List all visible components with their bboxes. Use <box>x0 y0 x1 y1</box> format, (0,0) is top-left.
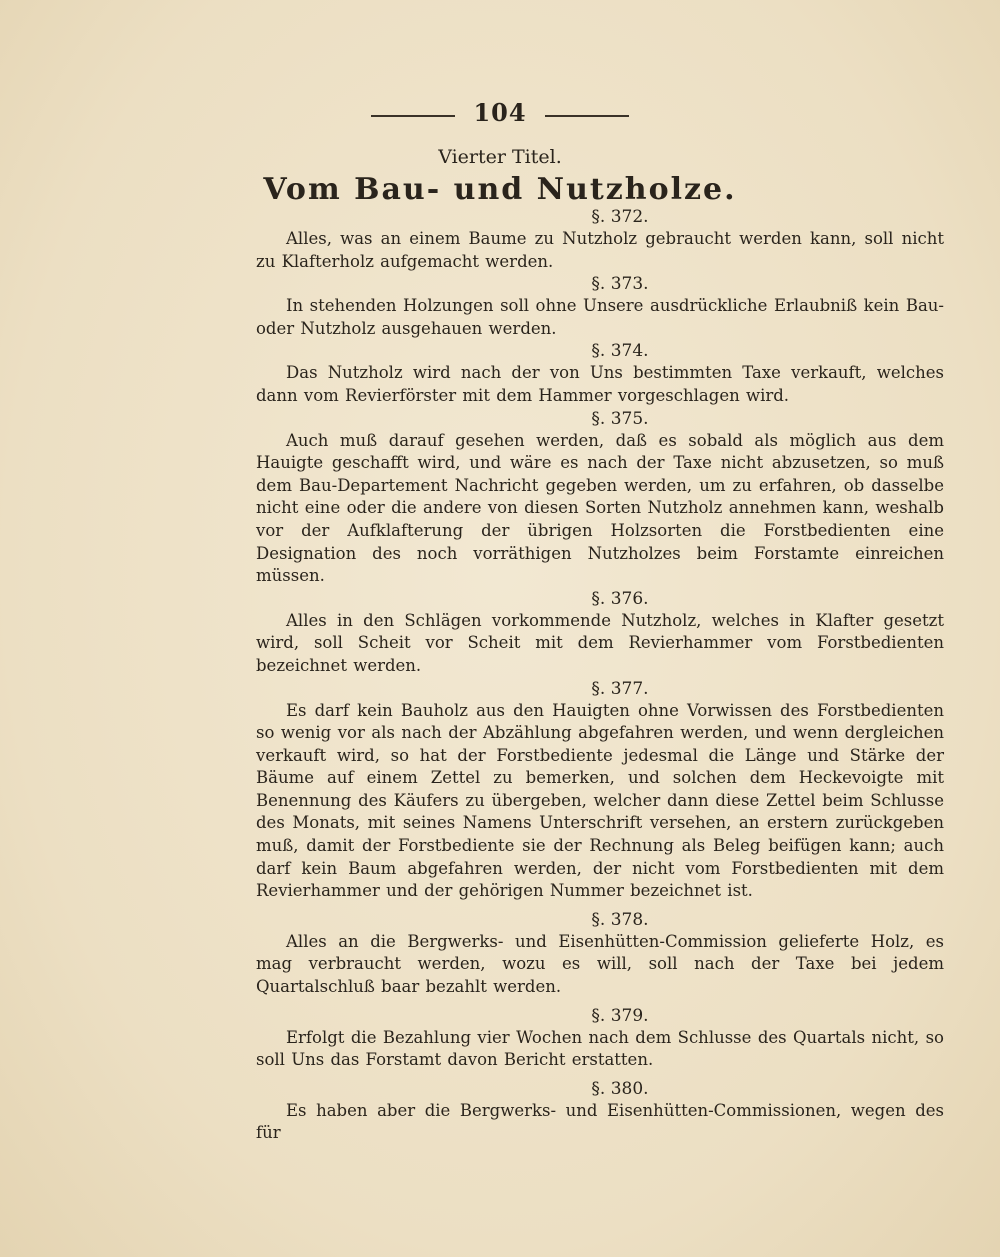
section-heading: §. 377. <box>591 678 649 699</box>
section <box>256 273 944 340</box>
section-paragraph: In stehenden Holzungen soll ohne Unsere ausdrückliche Erlaubniß kein Bau- oder Nutzholz ausgehauen werden. <box>256 296 944 338</box>
section-heading: §. 376. <box>591 588 649 609</box>
section-paragraph: Alles in den Schlägen vorkommende Nutzholz, welches in Klafter gesetzt wird, soll Scheit vor Scheit mit dem Revierhammer vom Forstbedienten bezeichnet werden. <box>256 610 944 675</box>
section <box>256 909 944 999</box>
section-paragraph: Es darf kein Bauholz aus den Hauigten ohne Vorwissen des Forstbedienten so wenig vor als nach der Abzählung abgefahren werden, und wenn dergleichen verkauft wird, so hat der Forstbediente jedesmal die Länge und Stärke der Bäume auf einem Zettel zu bemerken, und solchen dem Heckevoigte mit Benennung des Käufers zu übergeben, welcher dann diese Zettel beim Schlusse des Monats, mit seines Namens Unterschrift versehen, an erstern zurückgeben muß, damit der Forstbediente sie der Rechnung als Beleg beifügen kann; auch darf kein Baum abgefahren werden, der nicht vom Forstbedienten mit dem Revierhammer und der gehörigen Nummer bezeichnet ist. <box>256 700 944 901</box>
chapter-subtitle: Vierter Titel. <box>438 146 562 168</box>
section <box>256 340 944 407</box>
section <box>256 1005 944 1072</box>
section-paragraph: Es haben aber die Bergwerks- und Eisenhütten-Commissionen, wegen des für <box>256 1100 944 1143</box>
section-paragraph: Erfolgt die Bezahlung vier Wochen nach dem Schlusse des Quartals nicht, so soll Uns das Forstamt davon Bericht erstatten. <box>256 1027 944 1070</box>
chapter-title: Vom Bau- und Nutzholze. <box>263 172 737 207</box>
section-heading: §. 372. <box>591 207 649 227</box>
section <box>256 678 944 903</box>
right-rule <box>545 115 629 117</box>
left-rule <box>371 115 455 117</box>
section-heading: §. 380. <box>591 1078 649 1099</box>
section-paragraph: Auch muß darauf gesehen werden, daß es sobald als möglich aus dem Hauigte geschafft wird, und wäre es nach der Taxe nicht abzusetzen, so muß dem Bau-Departement Nachricht gegeben werden, um zu erfahren, ob dasselbe nicht eine oder die andere von diesen Sorten Nutzholz annehmen kann, weshalb vor der Aufklafterung der übrigen Holzsorten die Forstbedienten eine Designation des noch vorräthigen Nutzholzes beim Forstamte einreichen müssen. <box>256 430 944 586</box>
document-body <box>256 206 944 1151</box>
section <box>256 1078 944 1145</box>
section <box>256 588 944 678</box>
section-heading: §. 373. <box>591 274 649 295</box>
section-paragraph: Alles, was an einem Baume zu Nutzholz gebraucht werden kann, soll nicht zu Klafterholz aufgemacht werden. <box>256 229 944 271</box>
section-heading: §. 378. <box>591 909 649 930</box>
section-paragraph: Alles an die Bergwerks- und Eisenhütten-Commission gelieferte Holz, es mag verbraucht werden, wozu es will, soll nach der Taxe bei jedem Quartalschluß baar bezahlt werden. <box>256 931 944 997</box>
section-gap <box>256 1145 944 1151</box>
page-number-row <box>0 98 1000 127</box>
section <box>256 206 944 273</box>
section-heading: §. 375. <box>591 408 649 429</box>
section <box>256 408 944 588</box>
section-heading: §. 379. <box>591 1005 649 1026</box>
page-number: 104 <box>473 98 527 127</box>
section-paragraph: Das Nutzholz wird nach der von Uns bestimmten Taxe verkauft, welches dann vom Revierförster mit dem Hammer vorgeschlagen wird. <box>256 363 944 405</box>
section-heading: §. 374. <box>591 341 649 362</box>
